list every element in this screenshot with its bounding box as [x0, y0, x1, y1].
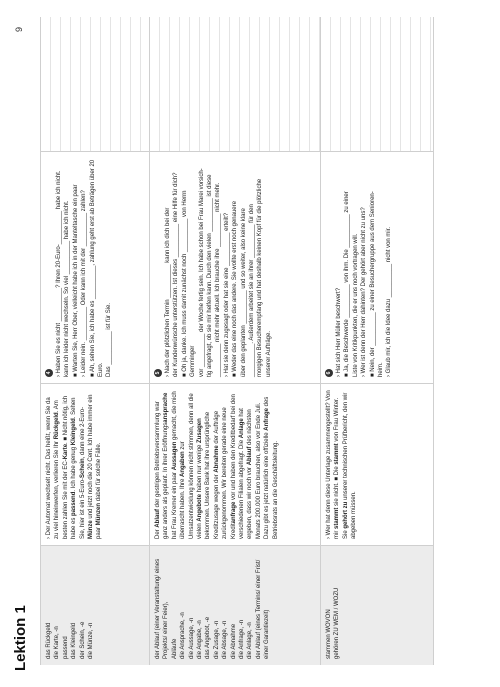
exercise-text: Nach der plötzlichen Termin __________ kann ich dich bei der — [165, 207, 171, 374]
vocab-highlight: ansprache — [163, 392, 170, 423]
exercise-text: Hat sie denn zugesagt oder hat sie eine __________ erteilt? — [223, 212, 230, 374]
vocab-table — [40, 17, 434, 665]
exercise-text: kann ich leider nicht wechseln. So viel __________ habe ich nicht. — [64, 200, 71, 377]
vocab-list — [321, 545, 433, 665]
example-fragment: . Am besten zahlen Sie mit der EC- — [54, 400, 69, 539]
speaker-marker: ■ — [89, 372, 96, 377]
exercise-text: der Kundenwünsche unterstützen. Ist dieses __________ eine Hilfe für dich? — [173, 172, 180, 377]
vocab-highlight: stammt — [334, 443, 341, 465]
example-fragment: hat Frau Kremer ein paar — [171, 470, 178, 539]
exercise-text: __________. Außerdem arbeitet sie an ihrer __________ für den — [249, 204, 256, 377]
exercise-number: 6 — [325, 369, 333, 377]
exercise-line — [198, 158, 206, 377]
example-fragment: der Aufträge zurückgenommen. Wir bereiten gerade eine neue Kredit — [213, 407, 237, 539]
table-row — [40, 17, 149, 665]
example-fragment: sie nicht. — [334, 482, 341, 508]
example-fragment: von Frau Winter. Sie — [334, 397, 349, 539]
exercise-text: Glaub mir, ich die Idee dazu __________ nicht von mir. — [386, 226, 393, 374]
vocab-highlight: Ablauf — [247, 446, 254, 466]
example-fragment: . Ich habe genug — [71, 445, 78, 492]
exercise-line — [223, 158, 231, 377]
exercise-text: unserer Aufträge. — [265, 330, 272, 377]
exercise-line — [231, 158, 239, 377]
vocab-highlight: anfrage — [230, 501, 237, 524]
exercise-text: Nein, der __________ zu einer Besuchergruppe aus dem Senioren- — [369, 191, 376, 372]
exercise-line — [214, 158, 222, 377]
exercise-text: Haben Sie es nicht __________? Ihren 20-Euro-__________ habe ich nicht. — [56, 170, 62, 374]
exercise-line — [369, 158, 377, 377]
example-fragment: , dann eine 2-Euro- — [79, 406, 86, 459]
vocab-highlight: Anfrage — [264, 408, 271, 431]
vocab-highlight: Abnahme — [213, 445, 220, 473]
speaker-marker: › — [361, 373, 368, 377]
exercise-text: Warten Sie, Herr Ober, vielleicht habe ich in der Manteltasche ein paar — [72, 184, 79, 372]
vocab-word: die Münze, -n — [88, 622, 95, 659]
example-text — [150, 383, 320, 545]
exercise — [150, 151, 320, 383]
speaker-marker: ■ — [232, 371, 239, 377]
exercise-text: Hat sich Herr Müller beschwert? — [336, 287, 342, 374]
vocab-highlight: Schein — [79, 458, 86, 478]
example-fragment: vor und haben den Kreditbedarf bei den verschiedenen Filialen abgefragt. Die — [230, 394, 246, 539]
exercise-line — [63, 158, 71, 377]
example-fragment: dabei für solche Fälle. — [96, 442, 103, 503]
speaker-marker: ■ — [181, 371, 188, 377]
vocab-word: die Abnahme — [230, 623, 237, 659]
vocab-highlight: Karte — [62, 443, 69, 460]
vocab-word: das Rückgeld — [46, 622, 52, 659]
vocab-word: gehören ZU WEM / WOZU — [334, 587, 341, 659]
exercise-text: tig angefragt, ob sie mir helfen kann. Durch den vielen __________ ist diese — [207, 174, 214, 377]
example-fragment: des nächsten Monats 200.000 Euro brauchen, also vor Ende Juli. Dazu gibt es jetzt natürlich eine offizielle — [247, 402, 271, 539]
exercise-text: über den geplanten __________ und so weiter, also keine klare — [240, 208, 247, 377]
exercise-line — [181, 158, 198, 377]
vocab-highlight: Rückgeld — [54, 412, 61, 440]
exercise-line — [385, 158, 393, 377]
exercise-line — [377, 158, 385, 377]
speaker-marker: › — [81, 373, 88, 377]
vocab-word: der Ablauf (einer Veranstaltung/ eines Projekts/ einer Feier), — [155, 558, 170, 659]
exercise — [321, 151, 433, 383]
vocab-word: die Absage, -n — [222, 620, 229, 659]
vocab-word: die Ansprache, -n — [180, 612, 187, 659]
notes-lines[interactable] — [41, 17, 149, 151]
exercise-line — [335, 158, 343, 377]
exercise-line — [343, 158, 351, 377]
exercise-text: Ah, sehen Sie, ich habe es __________, zahlung geht erst ab Beträgen über 20 Euro. — [89, 159, 105, 377]
vocab-word: das Kleingeld — [71, 622, 78, 659]
exercise-line — [72, 158, 80, 377]
exercise-text: vor __________ der Woche fertig sein. Ich habe schon bei Frau Marei vorsich- — [198, 168, 205, 377]
vocab-highlight: Ablauf — [155, 508, 161, 528]
example-fragment: ■ Nicht nötig, ich habe es — [62, 395, 78, 539]
exercise-text: __________ nicht mehr aktuell. Ich brauche ihre __________ nicht mehr. — [215, 182, 222, 377]
exercise-text: Ja, die Beschwerde __________ von ihm. Die __________ zu einer — [344, 191, 351, 372]
vocab-highlight: Münzen — [96, 502, 103, 526]
example-fragment: Der — [155, 527, 161, 539]
vocab-highlight: stammt — [334, 507, 341, 529]
vocab-word: die Angabe, -n — [197, 620, 204, 659]
page-number: 9 — [14, 26, 24, 32]
example-fragment: unserer technischen Prüfbericht, den wir abgeben müssen. — [342, 392, 358, 539]
speaker-marker: ■ — [344, 371, 351, 377]
vocab-word: das Angebot, -e — [205, 616, 212, 659]
exercise-line — [360, 158, 368, 377]
vocab-word: stammen WOVON — [326, 609, 332, 659]
vocab-word: der Ablauf (eines Termins/ einer Frist/ einer Garantiezeit) — [255, 559, 271, 659]
vocab-word: die Zusage, -n — [213, 620, 220, 659]
notes-lines[interactable] — [321, 17, 433, 151]
exercise-line — [248, 158, 256, 377]
example-fragment: Von mir — [326, 390, 341, 539]
example-fragment: gemacht, die mich überrascht haben. Ihre — [171, 391, 187, 539]
exercise-number: 5 — [154, 369, 162, 377]
example-fragment: der gestrigen Betriebsversammlung war ganz anders als geplant. In ihrer Eröffnungs — [155, 401, 170, 539]
exercise-line — [164, 158, 172, 377]
vocab-word: die Anlage, -n — [247, 622, 254, 659]
exercise-line — [105, 158, 113, 377]
example-fragment: ■ Die — [334, 464, 341, 483]
exercise-text: Oh ja, danke. Ich muss damit zunächst noch __________ von Herrn Gemminger — [181, 190, 197, 377]
vocab-word: der Schein, -e — [79, 621, 86, 659]
exercise-text: Leider nein. __________ Oder kann ich mit der __________ zahlen? — [81, 190, 88, 374]
speaker-marker: › — [165, 373, 171, 377]
exercise-line — [240, 158, 248, 377]
vocab-highlight: gehört zu — [342, 501, 349, 529]
exercise-text: Das __________ ist für Sie. — [106, 302, 113, 377]
speaker-marker: ■ — [369, 371, 376, 377]
example-text — [321, 383, 433, 545]
vocab-list — [41, 545, 149, 665]
exercise — [41, 151, 149, 383]
exercise-text: morgigen Besucherempfang und hat deshalb keinen Kopf für die plötzliche — [257, 178, 264, 377]
vocab-word: Abläufe — [171, 638, 178, 659]
example-fragment: haben nur wenige — [197, 442, 204, 494]
vocab-highlight: Angebote — [197, 493, 204, 522]
vocab-highlight: Kleingeld — [71, 418, 78, 446]
vocab-highlight: Aussagen — [171, 441, 178, 471]
example-fragment: . — [62, 442, 69, 444]
exercise-text: Liste von Kritikpunkten, die er uns noch vortragen will. — [352, 233, 359, 377]
speaker-marker: › — [56, 373, 62, 377]
vocab-highlight: Anlage — [239, 418, 246, 439]
speaker-marker: › — [223, 373, 230, 377]
notes-lines[interactable] — [150, 17, 320, 151]
table-row — [320, 17, 434, 665]
exercise-line — [352, 158, 360, 377]
speaker-marker: › — [336, 373, 342, 377]
example-text — [41, 383, 149, 545]
example-fragment: hat ergeben, dass wir noch vor — [239, 408, 254, 539]
example-fragment: › Der Automat wechselt nicht. Das heißt, wenn Sie da zu viel hineinwerfen, verlieren Sie Ihr — [46, 397, 61, 539]
exercise-text: Weder das eine noch das andere. Sie wollte erst noch genauere — [232, 201, 239, 372]
vocab-word: die Anfrage, -n — [239, 619, 246, 659]
table-row — [149, 17, 320, 665]
example-fragment: des Betriebsrats an die Geschäftsleitung. — [264, 396, 279, 539]
example-fragment: bekommen. Unsere Bank hat ihre ursprüngliche Kreditzusage wegen der — [205, 411, 220, 539]
vocab-highlight: Münze — [88, 520, 95, 539]
example-fragment: zur Umsatzentwicklung können nicht stimmen, denn all die vielen — [180, 393, 204, 539]
speaker-marker: ■ — [72, 371, 79, 377]
speaker-marker: › — [386, 373, 393, 377]
exercise-line — [80, 158, 88, 377]
example-fragment: . Sehen Sie, hier ist ein 5-Euro- — [71, 397, 86, 539]
example-fragment: und jetzt noch die 20 Cent. Ich habe immer ein paar — [88, 394, 103, 539]
exercise-line — [172, 158, 180, 377]
lesson-title: Lektion 1 — [12, 605, 29, 671]
vocab-highlight: Zusagen — [197, 418, 204, 443]
vocab-word: passend — [62, 636, 69, 659]
vocab-word: die Karte, -n — [54, 626, 61, 659]
exercise-line — [256, 158, 264, 377]
exercise-number: 4 — [45, 369, 53, 377]
vocab-highlight: Angaben — [180, 451, 187, 477]
exercise-line — [55, 158, 63, 377]
example-fragment: › Wer hat denn diese Unterlage zusammengestellt? — [326, 402, 332, 539]
vocab-word: die Aussage, -n — [188, 617, 195, 659]
exercise-line — [89, 158, 106, 377]
vocab-list — [150, 545, 320, 665]
vocab-highlight: passend — [71, 491, 78, 516]
exercise-text: Wer ist denn der Herr dahinten? Der gehört aber nicht zu uns? — [361, 207, 368, 374]
exercise-line — [265, 158, 273, 377]
exercise-text: heim. — [378, 362, 385, 377]
exercise-line — [206, 158, 214, 377]
